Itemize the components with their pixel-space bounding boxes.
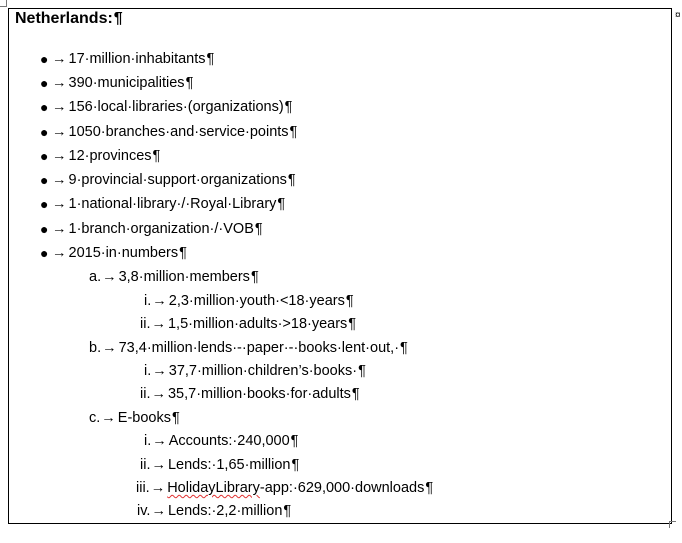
sublist-item-b-ii — [140, 385, 360, 403]
paragraph-mark: ¶ — [283, 503, 292, 519]
list-item-text: 73,4·million·lends·-·paper·-·books·lent·out,· — [118, 340, 400, 356]
list-item-text: 1·branch·organization·/·VOB — [68, 221, 254, 237]
bullet-icon: ● — [40, 196, 49, 212]
tab-arrow-icon: → — [151, 386, 166, 402]
list-item-text: 12·provinces — [68, 148, 152, 164]
list-item-text: 2015·in·numbers — [68, 245, 179, 261]
sublist-item-c — [89, 409, 180, 427]
sublist-item-c-iv — [137, 502, 291, 520]
bullet-icon: ● — [40, 99, 49, 115]
paragraph-mark: ¶ — [290, 433, 299, 449]
list-marker: i. — [144, 293, 152, 309]
paragraph-mark: ¶ — [179, 245, 187, 261]
paragraph-mark: ¶ — [254, 221, 263, 237]
list-item-text: Accounts:·240,000 — [168, 433, 290, 449]
paragraph-mark: ¶ — [206, 51, 215, 67]
list-item-text: -app:·629,000·downloads — [259, 480, 425, 496]
list-marker: c. — [89, 410, 101, 426]
paragraph-mark: ¶ — [289, 124, 298, 140]
paragraph-mark: ¶ — [348, 316, 357, 332]
tab-arrow-icon: → — [52, 196, 67, 212]
bullet-icon: ● — [40, 221, 49, 237]
paragraph-mark: ¶ — [171, 410, 180, 426]
paragraph-mark: ¶ — [351, 386, 360, 402]
tab-arrow-icon: → — [52, 124, 67, 140]
sublist-item-c-i — [144, 432, 298, 450]
list-item-text: 1050·branches·and·service·points — [68, 124, 289, 140]
sublist-item-b — [89, 339, 408, 357]
sublist-item-a — [89, 268, 259, 286]
tab-arrow-icon: → — [52, 221, 67, 237]
paragraph-mark: ¶ — [400, 340, 408, 356]
paragraph-mark: ¶ — [152, 148, 161, 164]
tab-arrow-icon: → — [52, 172, 67, 188]
tab-arrow-icon: → — [102, 340, 117, 356]
paragraph-mark: ¶ — [277, 196, 286, 212]
tab-arrow-icon: → — [102, 269, 117, 285]
list-item-text: Lends:·2,2·million — [167, 503, 283, 519]
cell-end-marker: ¤ — [675, 10, 681, 21]
bullet-icon: ● — [40, 148, 49, 164]
sublist-item-a-i — [144, 292, 354, 310]
sublist-item-c-ii — [140, 456, 299, 474]
list-marker: b. — [89, 340, 102, 356]
bullet-icon: ● — [40, 245, 49, 261]
list-item-text: 35,7·million·books·for·adults — [167, 386, 351, 402]
paragraph-mark: ¶ — [113, 10, 123, 27]
heading-text: Netherlands: — [15, 10, 113, 27]
tab-arrow-icon: → — [52, 99, 67, 115]
list-item-text: 37,7·million·children’s·books· — [168, 363, 358, 379]
tab-arrow-icon: → — [101, 410, 116, 426]
list-item-text: 156·local·libraries·(organizations) — [68, 99, 284, 115]
sublist-item-b-i — [144, 362, 366, 380]
bullet-icon: ● — [40, 124, 49, 140]
spellcheck-flagged-word: HolidayLibrary — [167, 480, 260, 496]
tab-arrow-icon: → — [52, 51, 67, 67]
list-item-text: 17·million·inhabitants — [68, 51, 206, 67]
sublist-item-a-ii — [140, 315, 356, 333]
list-item-text: 2,3·million·youth·<18·years — [168, 293, 345, 309]
bullet-icon: ● — [40, 172, 49, 188]
list-marker: iii. — [136, 480, 150, 496]
heading-netherlands — [15, 9, 123, 29]
tab-arrow-icon: → — [152, 293, 167, 309]
list-marker: ii. — [140, 386, 151, 402]
list-item-text: 1·national·library·/·Royal·Library — [68, 196, 277, 212]
paragraph-mark: ¶ — [284, 99, 293, 115]
tab-arrow-icon: → — [152, 433, 167, 449]
tab-arrow-icon: → — [151, 457, 166, 473]
list-item-text: 3,8·million·members — [118, 269, 250, 285]
tab-arrow-icon: → — [151, 503, 166, 519]
tab-arrow-icon: → — [150, 480, 166, 496]
crop-mark-bottom-right — [669, 521, 676, 528]
list-item-text: 390·municipalities — [68, 75, 185, 91]
tab-arrow-icon: → — [152, 363, 167, 379]
list-marker: i. — [144, 363, 152, 379]
tab-arrow-icon: → — [52, 148, 67, 164]
list-marker: i. — [144, 433, 152, 449]
tab-arrow-icon: → — [151, 316, 166, 332]
paragraph-mark: ¶ — [425, 480, 434, 496]
paragraph-mark: ¶ — [358, 363, 366, 379]
list-marker: iv. — [137, 503, 151, 519]
paragraph-mark: ¶ — [291, 457, 300, 473]
paragraph-mark: ¶ — [250, 269, 259, 285]
paragraph-mark: ¶ — [185, 75, 194, 91]
bullet-icon: ● — [40, 75, 49, 91]
tab-arrow-icon: → — [52, 75, 67, 91]
list-marker: ii. — [140, 457, 151, 473]
list-marker: a. — [89, 269, 102, 285]
list-item-text: 1,5·million·adults·>18·years — [167, 316, 348, 332]
list-item-text: Lends:·1,65·million — [167, 457, 291, 473]
sublist-item-c-iii — [136, 479, 433, 497]
tab-arrow-icon: → — [52, 245, 67, 261]
paragraph-mark: ¶ — [287, 172, 296, 188]
bullet-icon: ● — [40, 51, 49, 67]
list-marker: ii. — [140, 316, 151, 332]
list-item-text: 9·provincial·support·organizations — [68, 172, 287, 188]
paragraph-mark: ¶ — [345, 293, 354, 309]
list-item-text: E-books — [117, 410, 171, 426]
crop-mark-top-left — [0, 0, 7, 7]
